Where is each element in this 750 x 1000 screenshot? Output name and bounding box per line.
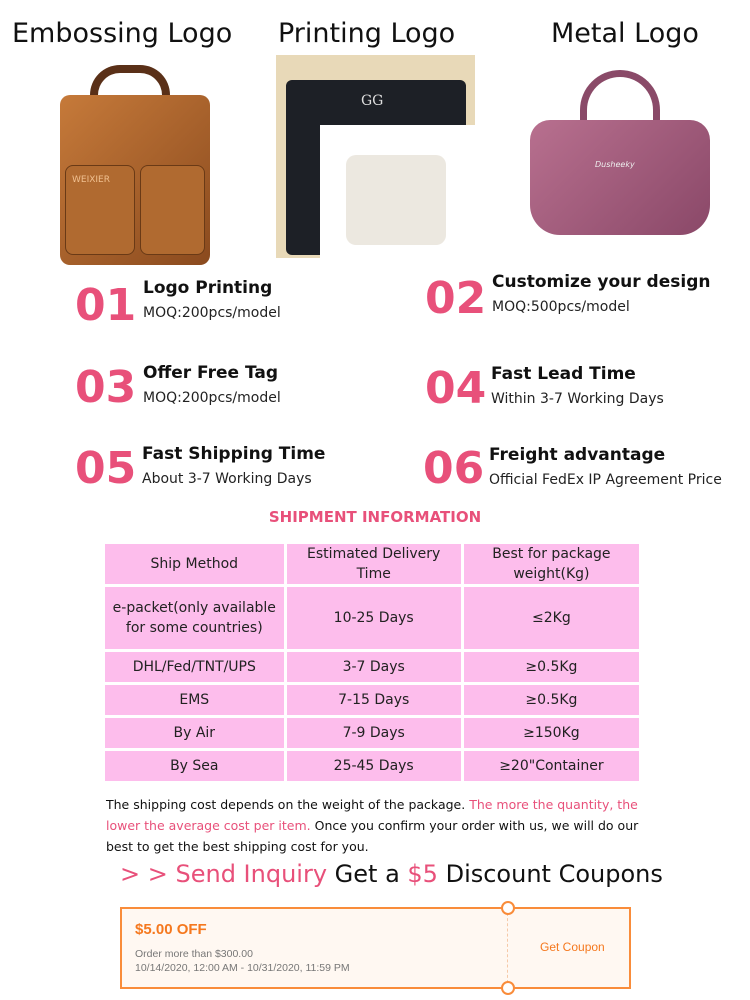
cell: EMS xyxy=(105,685,284,715)
feature-title: Customize your design xyxy=(492,272,711,292)
coupon-validity: 10/14/2020, 12:00 AM - 10/31/2020, 11:59 PM xyxy=(135,962,350,974)
cell: 7-9 Days xyxy=(287,718,461,748)
printing-logo-image xyxy=(276,55,475,258)
heading-embossing-logo: Embossing Logo xyxy=(12,18,233,49)
note-highlight: The more the quantity, the lower the average cost per item. xyxy=(106,797,638,833)
cell: ≥0.5Kg xyxy=(464,652,639,682)
table-row xyxy=(105,751,639,781)
feature-title: Fast Shipping Time xyxy=(142,444,326,464)
feature-number: 03 xyxy=(75,362,137,413)
shipment-title: SHIPMENT INFORMATION xyxy=(268,508,482,526)
table-row xyxy=(105,652,639,682)
note-text: Once you confirm your order with us, we will do our best to get the best shipping cost for you. xyxy=(106,818,639,854)
inquiry-amount: $5 xyxy=(407,860,438,888)
coupon-card xyxy=(120,907,631,989)
embossed-bag-image xyxy=(40,65,225,265)
header-cell: Estimated Delivery Time xyxy=(287,544,461,584)
cell: ≥0.5Kg xyxy=(464,685,639,715)
header-cell: Ship Method xyxy=(105,544,284,584)
cell: 25-45 Days xyxy=(287,751,461,781)
cell: By Sea xyxy=(105,751,284,781)
table-row xyxy=(105,718,639,748)
cell: 7-15 Days xyxy=(287,685,461,715)
cell: By Air xyxy=(105,718,284,748)
heading-metal-logo: Metal Logo xyxy=(551,18,699,49)
cell: 10-25 Days xyxy=(287,587,461,649)
heading-printing-logo: Printing Logo xyxy=(278,18,456,49)
cell: ≤2Kg xyxy=(464,587,639,649)
header-cell: Best for package weight(Kg) xyxy=(464,544,639,584)
inquiry-text: Get a xyxy=(327,860,408,888)
feature-number: 04 xyxy=(425,363,487,414)
feature-title: Offer Free Tag xyxy=(143,363,278,383)
feature-title: Freight advantage xyxy=(489,445,666,465)
table-header-row xyxy=(105,544,639,584)
feature-subtitle: MOQ:500pcs/model xyxy=(492,299,630,315)
note-text: The shipping cost depends on the weight of the package. xyxy=(106,797,470,812)
feature-subtitle: Within 3-7 Working Days xyxy=(491,391,664,407)
cell: ≥150Kg xyxy=(464,718,639,748)
metal-logo-bag-image xyxy=(525,65,715,255)
bag-embossed-label: WEIXIER xyxy=(72,175,110,185)
feature-subtitle: About 3-7 Working Days xyxy=(142,471,312,487)
inquiry-text: Discount Coupons xyxy=(437,860,663,888)
table-row xyxy=(105,587,639,649)
table-row xyxy=(105,685,639,715)
cell: 3-7 Days xyxy=(287,652,461,682)
feature-number: 02 xyxy=(425,273,487,324)
arrows-icon: > > xyxy=(120,860,176,888)
coupon-notch xyxy=(501,981,515,995)
inquiry-banner[interactable] xyxy=(120,860,663,888)
feature-title: Logo Printing xyxy=(143,278,273,298)
shipping-note xyxy=(106,794,646,857)
printed-logo: GG xyxy=(361,93,384,109)
shipment-table xyxy=(102,541,642,784)
cell: ≥20"Container xyxy=(464,751,639,781)
cell: e-packet(only available for some countries) xyxy=(105,587,284,649)
coupon-amount: $5.00 OFF xyxy=(135,921,207,938)
send-inquiry-link[interactable]: Send Inquiry xyxy=(175,860,328,888)
feature-subtitle: Official FedEx IP Agreement Price xyxy=(489,472,722,488)
cell: DHL/Fed/TNT/UPS xyxy=(105,652,284,682)
coupon-divider xyxy=(507,913,508,983)
feature-subtitle: MOQ:200pcs/model xyxy=(143,305,281,321)
feature-number: 06 xyxy=(423,443,485,494)
feature-number: 05 xyxy=(75,443,137,494)
feature-title: Fast Lead Time xyxy=(491,364,636,384)
feature-subtitle: MOQ:200pcs/model xyxy=(143,390,281,406)
feature-number: 01 xyxy=(75,280,137,331)
coupon-notch xyxy=(501,901,515,915)
coupon-condition: Order more than $300.00 xyxy=(135,948,253,960)
get-coupon-button[interactable]: Get Coupon xyxy=(540,940,605,954)
metal-logo: Dusheeky xyxy=(595,160,635,169)
